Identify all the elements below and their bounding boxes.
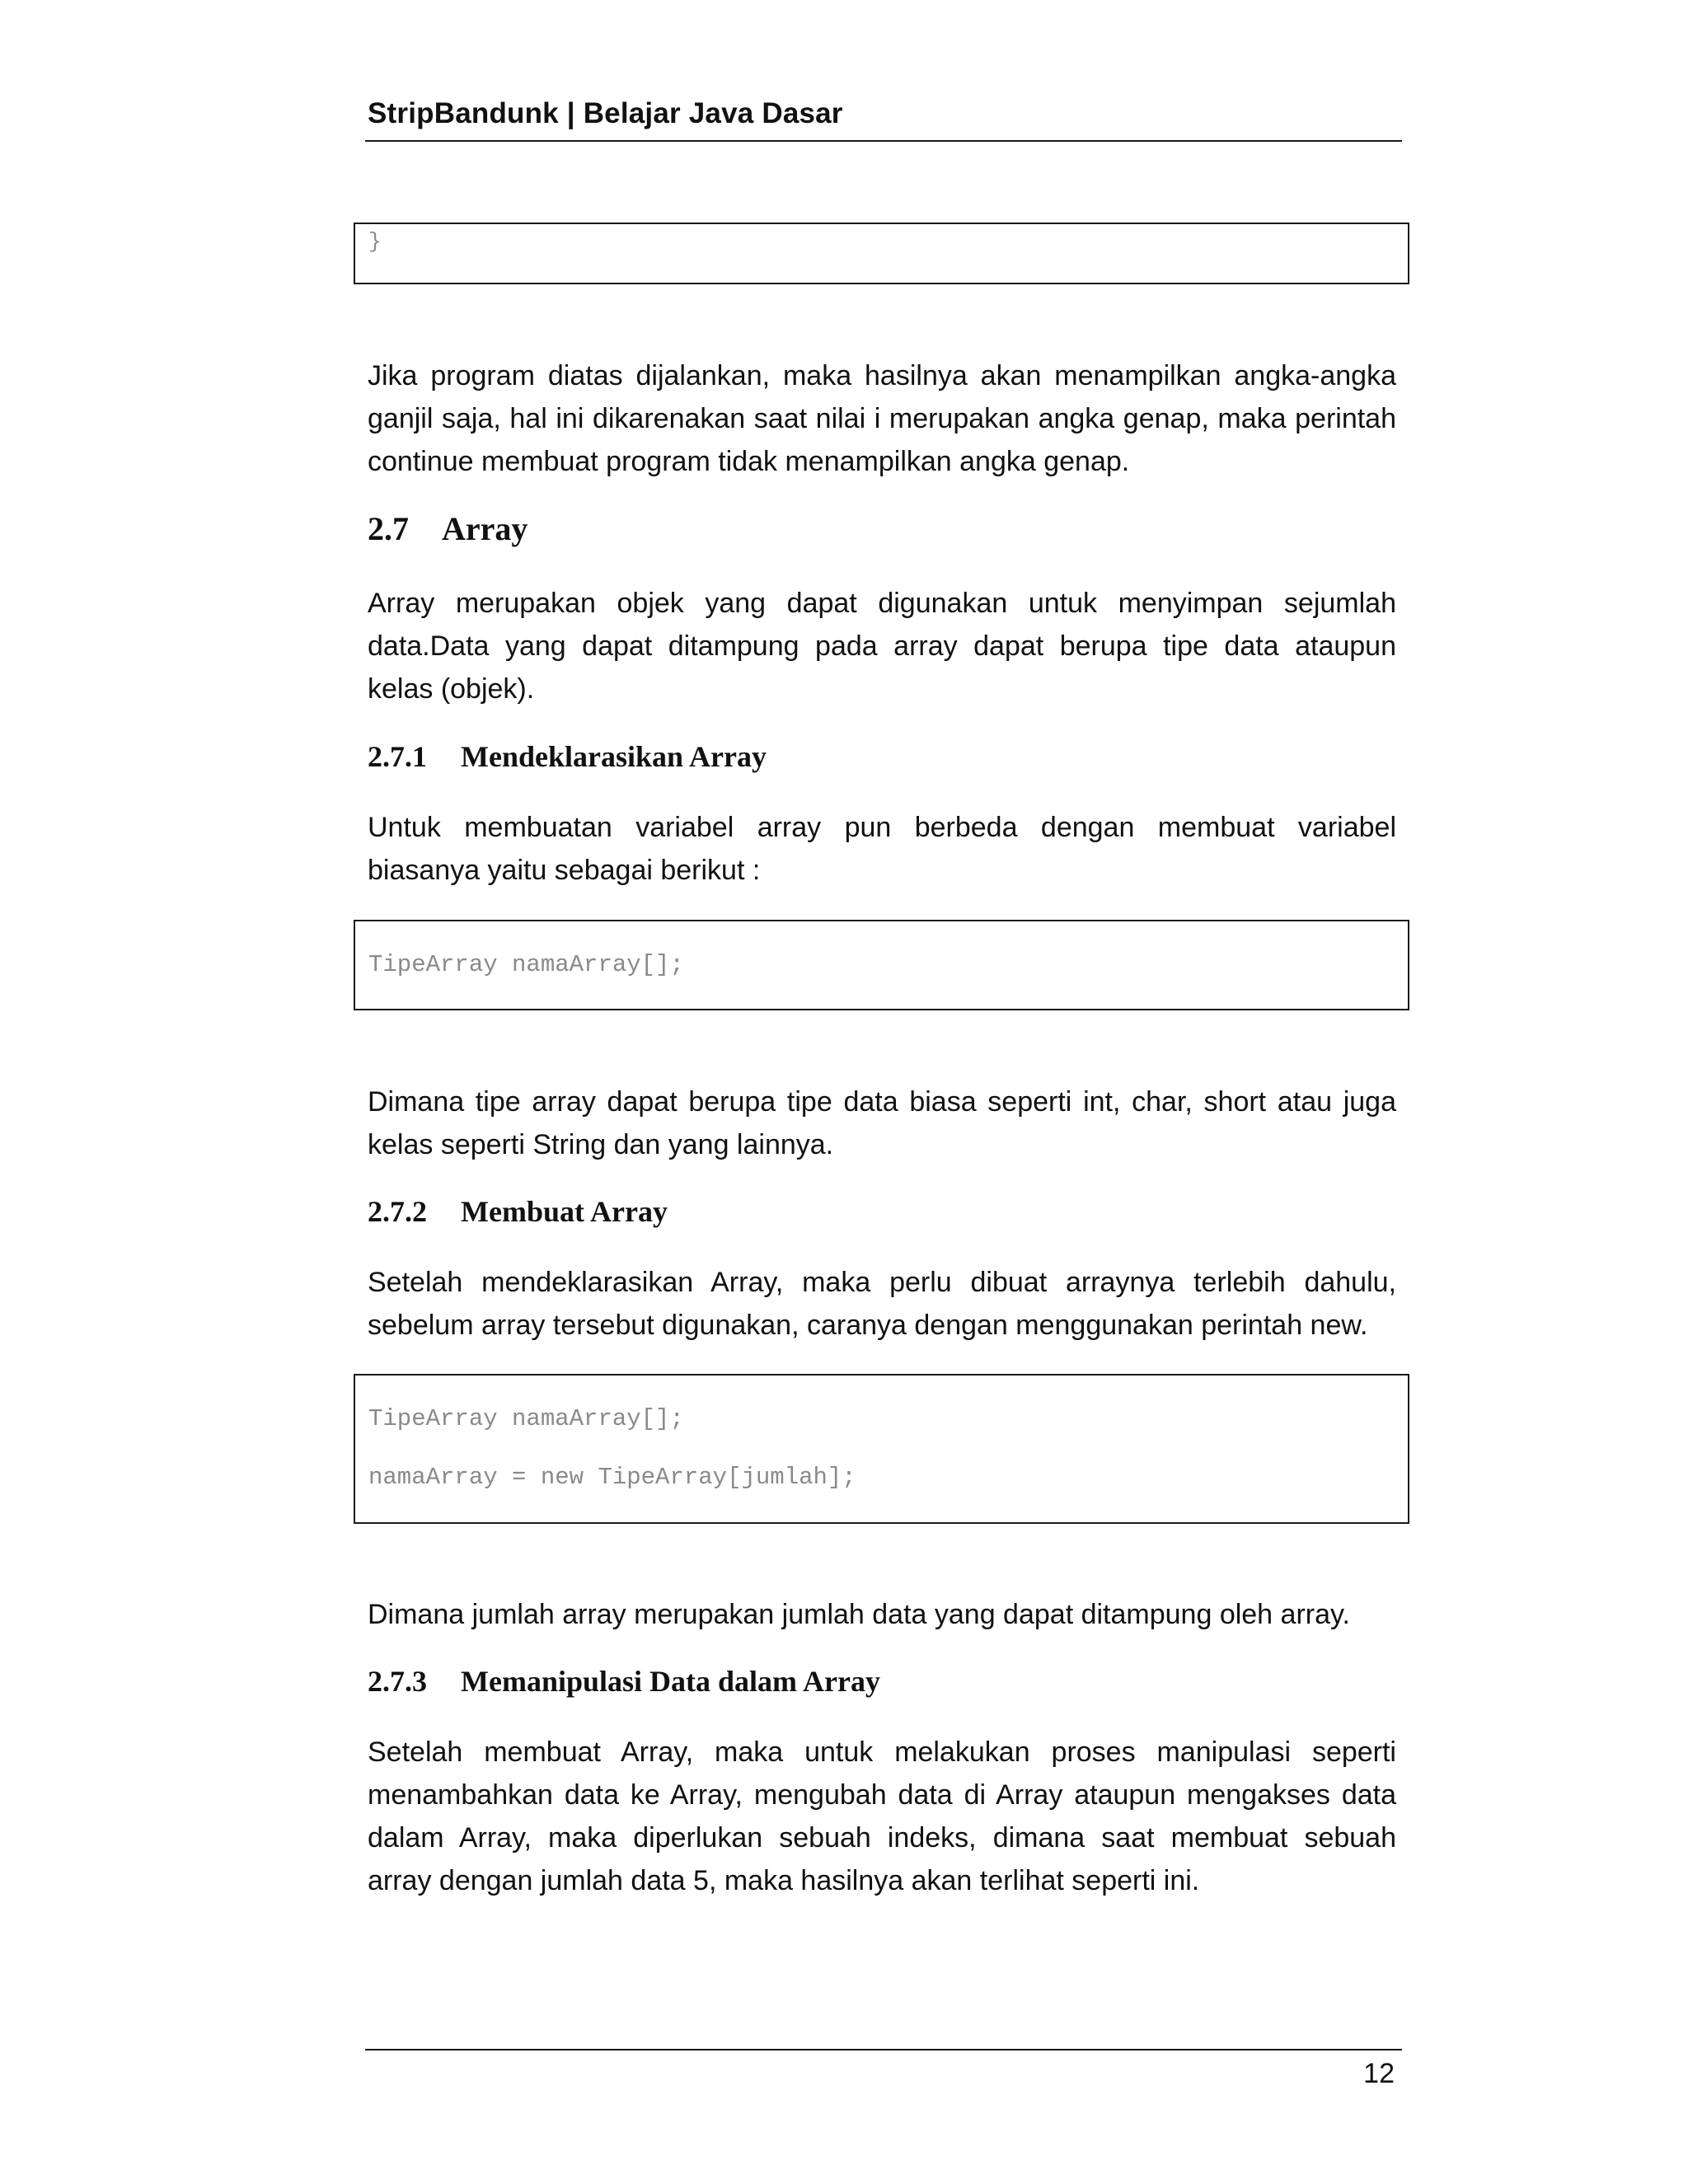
paragraph-line: menambahkan data ke Array, mengubah data di Array ataupun mengakses data <box>368 1779 1396 1811</box>
header-divider <box>365 140 1402 142</box>
paragraph-line: Untuk membuatan variabel array pun berbeda dengan membuat variabel <box>368 812 1396 843</box>
paragraph-line: ganjil saja, hal ini dikarenakan saat nilai i merupakan angka genap, maka perintah <box>368 403 1396 434</box>
paragraph-declare-intro <box>368 806 1396 892</box>
paragraph-manipulate-intro <box>368 1731 1396 1902</box>
paragraph-line: Setelah membuat Array, maka untuk melakukan proses manipulasi seperti <box>368 1736 1396 1768</box>
paragraph-line: Jika program diatas dijalankan, maka hasilnya akan menampilkan angka-angka <box>368 360 1396 391</box>
section-number: 2.7.3 <box>368 1665 427 1698</box>
section-number: 2.7.2 <box>368 1195 427 1228</box>
paragraph-create-explain <box>368 1593 1396 1636</box>
section-title: Mendeklarasikan Array <box>461 740 767 773</box>
code-line: TipeArray namaArray[]; <box>368 951 684 978</box>
section-title: Memanipulasi Data dalam Array <box>461 1665 880 1698</box>
paragraph-line: kelas (objek). <box>368 673 535 705</box>
code-block-declare <box>354 920 1409 1010</box>
subsection-heading-declare <box>368 739 767 774</box>
paragraph-line: Dimana jumlah array merupakan jumlah data yang dapat ditampung oleh array. <box>368 1599 1350 1630</box>
section-title: Membuat Array <box>461 1195 668 1228</box>
paragraph-line: array dengan jumlah data 5, maka hasilnya akan terlihat seperti ini. <box>368 1865 1200 1896</box>
paragraph-line: kelas seperti String dan yang lainnya. <box>368 1129 834 1160</box>
paragraph-line: biasanya yaitu sebagai berikut : <box>368 855 761 886</box>
code-line: TipeArray namaArray[]; <box>368 1405 684 1432</box>
code-line: } <box>368 229 382 254</box>
paragraph-line: Setelah mendeklarasikan Array, maka perlu dibuat arraynya terlebih dahulu, <box>368 1267 1396 1298</box>
subsection-heading-create <box>368 1194 668 1229</box>
code-line: namaArray = new TipeArray[jumlah]; <box>368 1464 856 1491</box>
section-title: Array <box>442 510 528 547</box>
running-header: StripBandunk | Belajar Java Dasar <box>368 97 843 129</box>
paragraph-line: sebelum array tersebut digunakan, caranya dengan menggunakan perintah new. <box>368 1310 1368 1341</box>
subsection-heading-manipulate <box>368 1664 880 1699</box>
code-block-closing-brace <box>354 223 1409 284</box>
section-heading-array <box>368 509 528 548</box>
paragraph-line: dalam Array, maka diperlukan sebuah indeks, dimana saat membuat sebuah <box>368 1822 1396 1854</box>
footer-divider <box>365 2049 1402 2050</box>
paragraph-line: Array merupakan objek yang dapat digunakan untuk menyimpan sejumlah <box>368 588 1396 619</box>
paragraph-line: Dimana tipe array dapat berupa tipe data biasa seperti int, char, short atau juga <box>368 1086 1396 1118</box>
paragraph-continue-result <box>368 354 1396 483</box>
paragraph-create-intro <box>368 1261 1396 1347</box>
paragraph-declare-explain <box>368 1080 1396 1166</box>
paragraph-line: continue membuat program tidak menampilkan angka genap. <box>368 446 1130 477</box>
paragraph-array-intro <box>368 582 1396 710</box>
section-number: 2.7 <box>368 510 409 547</box>
page-number: 12 <box>1363 2058 1395 2089</box>
code-block-create <box>354 1374 1409 1524</box>
paragraph-line: data.Data yang dapat ditampung pada array dapat berupa tipe data ataupun <box>368 630 1396 662</box>
section-number: 2.7.1 <box>368 740 427 773</box>
